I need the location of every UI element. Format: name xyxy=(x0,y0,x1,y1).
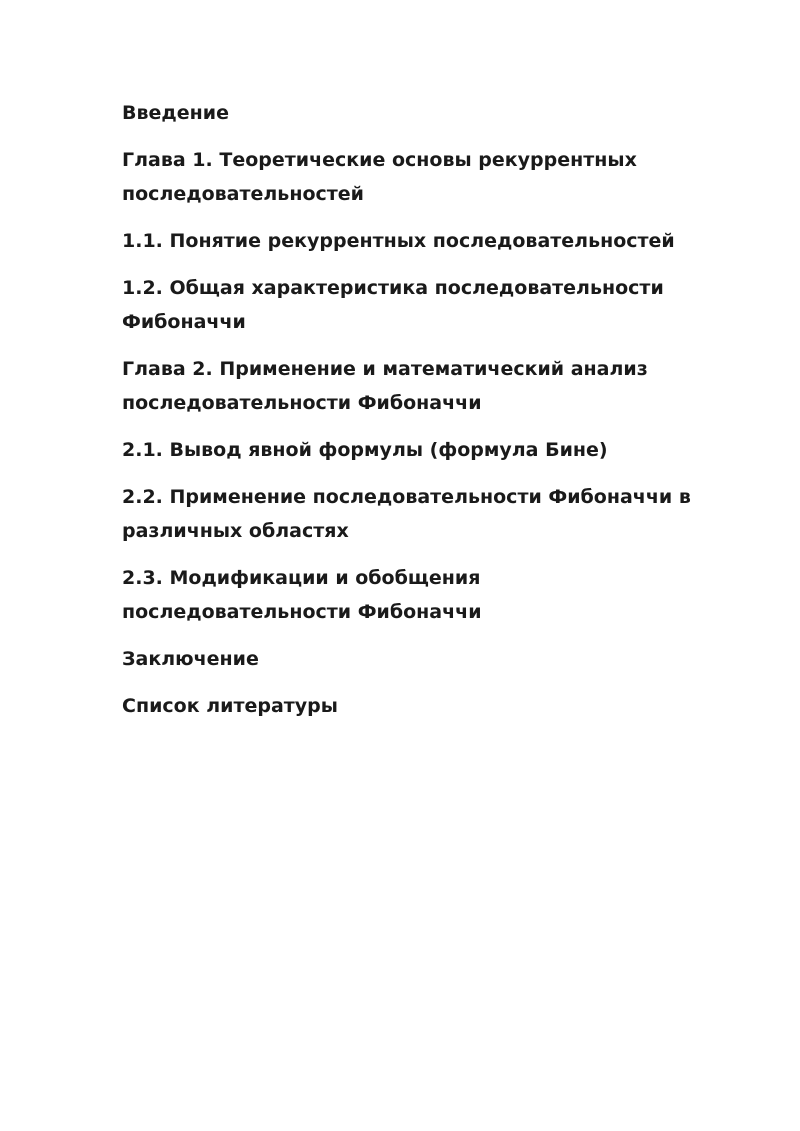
toc-entry-line: Фибоначчи xyxy=(122,311,246,333)
table-of-contents xyxy=(122,96,691,736)
toc-entry-section-2-2 xyxy=(122,480,691,548)
toc-entry-line: различных областях xyxy=(122,520,349,542)
toc-entry-line: 1.2. Общая характеристика последовательности xyxy=(122,277,664,299)
toc-entry-line: 2.1. Вывод явной формулы (формула Бине) xyxy=(122,439,608,461)
toc-entry-section-2-3 xyxy=(122,561,682,629)
toc-entry-line: 2.2. Применение последовательности Фибоначчи в xyxy=(122,486,691,508)
toc-entry-chapter-2 xyxy=(122,352,682,420)
toc-entry-conclusion xyxy=(122,642,682,676)
toc-entry-line: Заключение xyxy=(122,648,259,670)
toc-entry-line: Глава 1. Теоретические основы рекуррентных xyxy=(122,149,637,171)
toc-entry-section-1-2 xyxy=(122,271,682,339)
toc-entry-section-1-1 xyxy=(122,224,682,258)
toc-entry-chapter-1 xyxy=(122,143,682,211)
toc-entry-line: последовательности Фибоначчи xyxy=(122,392,482,414)
toc-entry-line: последовательности Фибоначчи xyxy=(122,601,482,623)
toc-entry-references xyxy=(122,689,682,723)
toc-entry-section-2-1 xyxy=(122,433,682,467)
toc-entry-line: последовательностей xyxy=(122,183,364,205)
toc-entry-line: 1.1. Понятие рекуррентных последовательностей xyxy=(122,230,675,252)
toc-entry-line: Список литературы xyxy=(122,695,338,717)
toc-entry-introduction xyxy=(122,96,682,130)
toc-entry-line: Глава 2. Применение и математический анализ xyxy=(122,358,648,380)
toc-entry-line: Введение xyxy=(122,102,229,124)
toc-entry-line: 2.3. Модификации и обобщения xyxy=(122,567,481,589)
